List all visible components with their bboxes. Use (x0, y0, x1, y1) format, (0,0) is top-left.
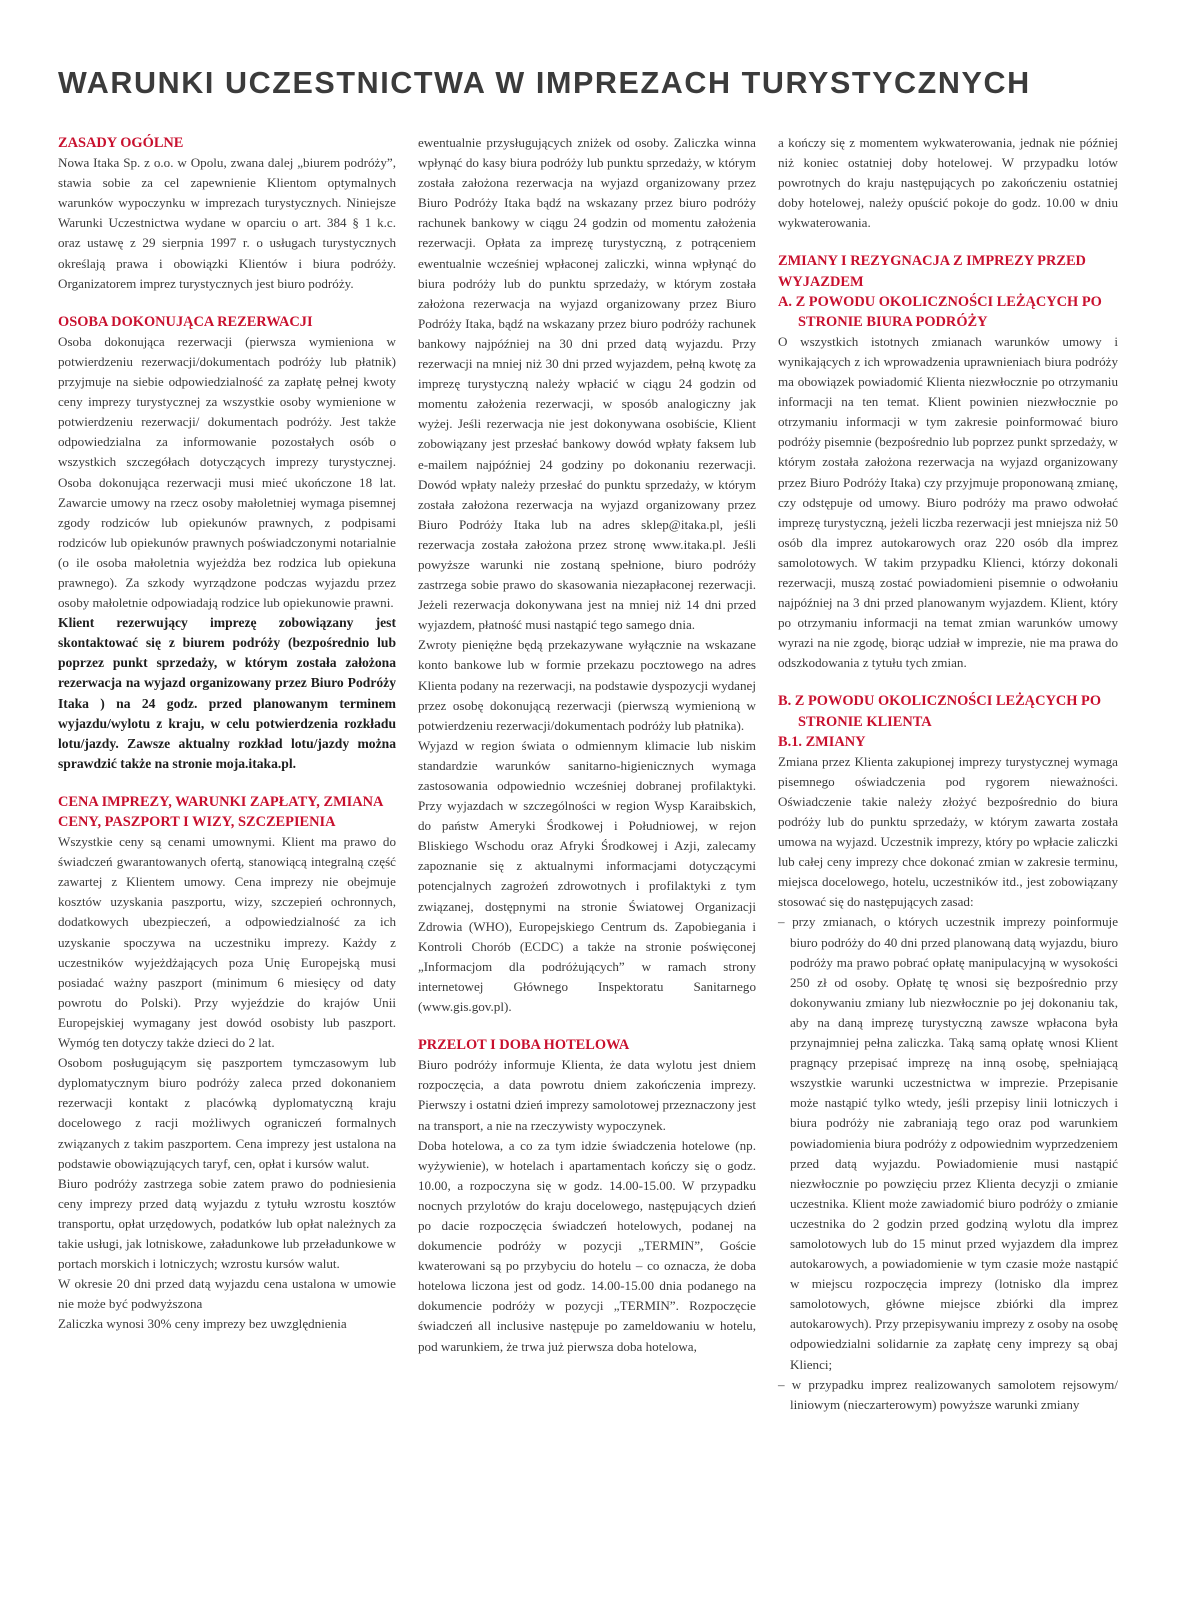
subheading-client-side: B. Z POWODU OKOLICZNOŚCI LEŻĄCYCH PO STRONIE KLIENTA (778, 693, 1102, 730)
paragraph: Osoba dokonująca rezerwacji (pierwsza wymieniona w potwierdzeniu rezerwacji/dokumentach podróży lub płatnik) przyjmuje na siebie odpowiedzialność za zapłatę pełnej kwoty ceny imprezy turystycznej za wszystkie osoby wymienione w potwierdzeniu rezerwacji/ dokumentach podróży. Jest także odpowiedzialna za informowanie pozostałych osób o wszystkich szczegółach dotyczących imprezy turystycznej. Osoba dokonująca rezerwacji musi mieć ukończone 18 lat. Zawarcie umowy na rzecz osoby małoletniej wymaga pisemnej zgody rodziców lub opiekunów prawnych, z podpisami rodziców lub opiekunów prawnych poświadczonymi notarialnie (o ile osoba małoletnia wyjeżdża bez rodzica lub opiekuna prawnego). Za szkody wyrządzone podczas wyjazdu przez osoby małoletnie odpowiadają rodzice lub opiekunowie prawni. (58, 333, 396, 611)
paragraph: Wszystkie ceny są cenami umownymi. Klient ma prawo do świadczeń gwarantowanych ofertą, stanowiącą integralną część zawartej z Klientem umowy. Cena imprezy nie obejmuje kosztów uzyskania paszportu, wizy, szczepień ochronnych, dodatkowych ubezpieczeń, a odpowiedzialność za ich uzyskanie spoczywa na uczestniku imprezy. Każdy z uczestników wyjeżdżających poza Unię Europejską musi posiadać ważny paszport (minimum 6 miesięcy od daty powrotu do Polski). Przy wyjeździe do krajów Unii Europejskiej wymagany jest dowód osobisty lub paszport. Wymóg ten dotyczy także dzieci do 2 lat. (58, 834, 396, 1051)
section-heading-booking-person: OSOBA DOKONUJĄCA REZERWACJI (58, 313, 313, 330)
paragraph: Biuro podróży zastrzega sobie zatem prawo do podniesienia ceny imprezy przed datą wyjazdu z tytułu wzrostu kosztów transportu, opłat urzędowych, podatków lub opłat należnych za takie usługi, jak lotniskowe, załadunkowe lub przeładunkowe w portach morskich i lotniczych; wzrostu kursów walut. (58, 1175, 396, 1272)
paragraph: Zwroty pieniężne będą przekazywane wyłącznie na wskazane konto bankowe lub w formie przekazu pocztowego na adres Klienta podany na rezerwacji, na podstawie dyspozycji wydanej przez osobę dokonującą rezerwacji (pierwszą wymienioną w potwierdzeniu rezerwacji/dokumentach podróży lub płatnika). (418, 637, 756, 733)
paragraph: Zmiana przez Klienta zakupionej imprezy turystycznej wymaga pisemnego oświadczenia pod rygorem nieważności. Oświadczenie takie należy złożyć bezpośrednio do biura podróży lub do punktu sprzedaży, w którym zawarta została umowa na wyjazd. Uczestnik imprezy, który po wpłacie zaliczki lub całej ceny imprezy chce dokonać zmian w zakresie terminu, miejsca docelowego, hotelu, uczestników itd., jest zobowiązany stosować się do następujących zasad: (778, 753, 1118, 910)
column-2 (418, 133, 756, 1357)
paragraph: Nowa Itaka Sp. z o.o. w Opolu, zwana dalej „biurem podróży”, stawia sobie za cel zapewnienie Klientom optymalnych warunków wypoczynku w imprezach turystycznych. Niniejsze Warunki Uczestnictwa wydane w oparciu o art. 384 § 1 k.c. oraz ustawę z 29 sierpnia 1997 r. o usługach turystycznych określają prawa i obowiązki Klientów i biura podróży. Organizatorem imprez turystycznych jest biuro podróży. (58, 155, 396, 291)
section-heading-changes: ZMIANY I REZYGNACJA Z IMPREZY PRZED WYJAZDEM (778, 253, 1086, 290)
list-item: – przy zmianach, o których uczestnik imprezy poinformuje biuro podróży do 40 dni przed planowaną datą wyjazdu, biuro podróży ma prawo pobrać opłatę manipulacyjną w wysokości 250 zł od osoby. Opłatę tę wnosi się bezpośrednio przy dokonywaniu zmiany lub niezwłocznie po jej dokonaniu tak, aby na daną imprezę turystyczną zawsze wpłacona była przynajmniej pełna zaliczka. Taką samą opłatę wnosi Klient pragnący przepisać imprezę na inną osobę, spełniającą wszystkie warunki uczestnictwa w imprezie. Przepisanie może nastąpić tylko wtedy, jeśli przepisy linii lotniczych i biura podróży nie zabraniają tego oraz pod warunkiem powiadomienia biura podróży z odpowiednim wyprzedzeniem przed datą wyjazdu. Powiadomienie musi nastąpić niezwłocznie po powzięciu przez Klienta decyzji o zmianie uczestnika. Klient może zawiadomić biuro podróży o zmianie uczestnika do 2 godzin przed godziną wylotu dla imprez samolotowych lub do 15 minut przed wyjazdem dla imprez autokarowych, a powiadomienie w tym czasie może nastąpić w miejscu rozpoczęcia imprezy (lotnisko dla imprez samolotowych, główne miejsce zbiórki dla imprez autokarowych). Przy przepisywaniu imprezy z osoby na osobę odpowiedzialni solidarnie za zapłatę ceny imprezy są obaj Klienci; (778, 914, 1118, 1372)
paragraph: Biuro podróży informuje Klienta, że data wylotu jest dniem rozpoczęcia, a data powrotu dniem zakończenia imprezy. Pierwszy i ostatni dzień imprezy samolotowej przeznaczony jest na transport, a nie na rzeczywisty wypoczynek. (418, 1057, 756, 1133)
paragraph: Doba hotelowa, a co za tym idzie świadczenia hotelowe (np. wyżywienie), w hotelach i apartamentach kończy się o godz. 10.00, a rozpoczyna się w godz. 14.00-15.00. W przypadku nocnych przylotów do kraju docelowego, następujących dzień po dacie rozpoczęcia świadczeń hotelowych, podanej na dokumencie podróży w pozycji „TERMIN”, Goście kwaterowani są po przybyciu do hotelu – co oznacza, że doba hotelowa liczona jest od godz. 14.00-15.00 dnia podanego na dokumencie podróży w pozycji „TERMIN”. Rozpoczęcie świadczeń all inclusive następuje po zameldowaniu w hotelu, pod warunkiem, że trwa już pierwsza doba hotelowa, (418, 1137, 756, 1354)
list-item: – w przypadku imprez realizowanych samolotem rejsowym/ liniowym (nieczarterowym) powyższe warunki zmiany (778, 1376, 1118, 1412)
subheading-changes: B.1. ZMIANY (778, 733, 866, 750)
paragraph: Wyjazd w region świata o odmiennym klimacie lub niskim standardzie warunków sanitarno-higienicznych wymaga zastosowania odpowiednio wcześniej dobranej profilaktyki. Przy wyjazdach w szczególności w region Wysp Karaibskich, do państw Ameryki Środkowej i Południowej, w rejon Bliskiego Wschodu oraz Afryki Środkowej i Azji, zalecamy zapoznanie się z aktualnymi informacjami dotyczącymi potencjalnych zagrożeń zdrowotnych i profilaktyki z tym związanej, dostępnymi na stronie Światowej Organizacji Zdrowia (WHO), Europejskiego Centrum ds. Zapobiegania i Kontroli Chorób (ECDC) a także na stronie poświęconej „Informacjom dla podróżujących” w ramach strony internetowej Głównego Inspektoratu Sanitarnego (www.gis.gov.pl). (418, 737, 756, 1015)
column-1 (58, 133, 396, 1334)
paragraph: Zaliczka wynosi 30% ceny imprezy bez uwzględnienia (58, 1316, 347, 1332)
paragraph: O wszystkich istotnych zmianach warunków umowy i wynikających z ich wprowadzenia uprawnieniach biura podróży ma obowiązek powiadomić Klienta niezwłocznie po otrzymaniu informacji na ten temat. Klient powinien niezwłocznie po otrzymaniu informacji w tym zakresie poinformować biuro podróży pisemnie (bezpośrednio lub poprzez punkt sprzedaży, w którym została założona rezerwacja na wyjazd organizowany przez Biuro Podróży Itaka) czy przyjmuje proponowaną zmianę, czy odstępuje od umowy. Biuro podróży ma prawo odwołać imprezę turystyczną, jeżeli liczba rezerwacji jest mniejsza niż 50 osób dla imprez autokarowych oraz 220 osób dla imprez samolotowych. W takim przypadku Klienci, którzy dokonali rezerwacji, muszą zostać powiadomieni pisemnie o odwołaniu najpóźniej na 3 dni przed planowanym wyjazdem. Klient, który po otrzymaniu informacji na temat zmian warunków umowy wyrazi na nie zgodę, biorąc udział w imprezie, nie ma prawa do odszkodowania z tytułu tych zmian. (778, 333, 1118, 671)
page-title: WARUNKI UCZESTNICTWA W IMPREZACH TURYSTYCZNYCH (58, 66, 1031, 100)
paragraph: Osobom posługującym się paszportem tymczasowym lub dyplomatycznym biuro podróży zaleca przed dokonaniem rezerwacji kontakt z placówką dyplomatyczną kraju docelowego z racji możliwych ograniczeń formalnych związanych z takim paszportem. Cena imprezy jest ustalona na podstawie obowiązujących taryf, cen, opłat i kursów walut. (58, 1055, 396, 1171)
paragraph: W okresie 20 dni przed datą wyjazdu cena ustalona w umowie nie może być podwyższona (58, 1276, 396, 1312)
subheading-agency-side: A. Z POWODU OKOLICZNOŚCI LEŻĄCYCH PO STRONIE BIURA PODRÓŻY (778, 293, 1102, 330)
paragraph: a kończy się z momentem wykwaterowania, jednak nie później niż koniec ostatniej doby hotelowej. W przypadku lotów powrotnych do kraju następujących po zakończeniu ostatniej doby hotelowej, należy opuścić pokoje do godz. 10.00 w dniu wykwaterowania. (778, 135, 1118, 231)
section-heading-flight-hotel: PRZELOT I DOBA HOTELOWA (418, 1037, 630, 1054)
bold-notice: Klient rezerwujący imprezę zobowiązany jest skontaktować się z biurem podróży (bezpośrednio lub poprzez punkt sprzedaży, w którym została założona rezerwacja na wyjazd organizowany przez Biuro Podróży Itaka ) na 24 godz. przed planowanym terminem wyjazdu/wylotu z kraju, w celu potwierdzenia rozkładu lotu/jazdy. Zawsze aktualny rozkład lotu/jazdy można sprawdzić także na stronie moja.itaka.pl. (58, 615, 396, 771)
paragraph: ewentualnie przysługujących zniżek od osoby. Zaliczka winna wpłynąć do kasy biura podróży lub punktu sprzedaży, w którym została założona rezerwacja na wyjazd organizowany przez Biuro Podróży Itaka bądź na wskazany przez biuro podróży rachunek bankowy w ciągu 24 godzin od momentu założenia rezerwacji. Opłata za imprezę turystyczną, z potrąceniem ewentualnie wcześniej wpłaconej zaliczki, winna wpłynąć do biura podróży lub do punktu sprzedaży, w którym została założona rezerwacja na wyjazd organizowany przez Biuro Podróży Itaka, bądź na wskazany przez biuro podróży rachunek bankowy najpóźniej na 30 dni przed datą wyjazdu. Przy rezerwacji na mniej niż 30 dni przed wyjazdem, pełną kwotę za imprezę turystyczną należy wpłacić w ciągu 24 godzin od momentu założenia rezerwacji, w sposób analogiczny jak wyżej. Jeśli rezerwacja nie jest dokonywana osobiście, Klient zobowiązany jest przesłać bankowy dowód wpłaty faksem lub e-mailem najpóźniej 24 godziny po dokonaniu rezerwacji. Dowód wpłaty należy przesłać do punktu sprzedaży, w którym została założona rezerwacja na wyjazd organizowany przez Biuro Podróży Itaka lub na adres sklep@itaka.pl, jeśli rezerwacja została założona przez stronę www.itaka.pl. Jeśli powyższe warunki nie zostaną spełnione, biuro podróży zastrzega sobie prawo do skasowania niezapłaconej rezerwacji. Jeżeli rezerwacja dokonywana jest na mniej niż 14 dni przed wyjazdem, płatność musi nastąpić tego samego dnia. (418, 135, 756, 633)
section-heading-general-rules: ZASADY OGÓLNE (58, 135, 184, 151)
column-3 (778, 133, 1118, 1415)
section-heading-price: CENA IMPREZY, WARUNKI ZAPŁATY, ZMIANA CENY, PASZPORT I WIZY, SZCZEPIENIA (58, 793, 383, 830)
